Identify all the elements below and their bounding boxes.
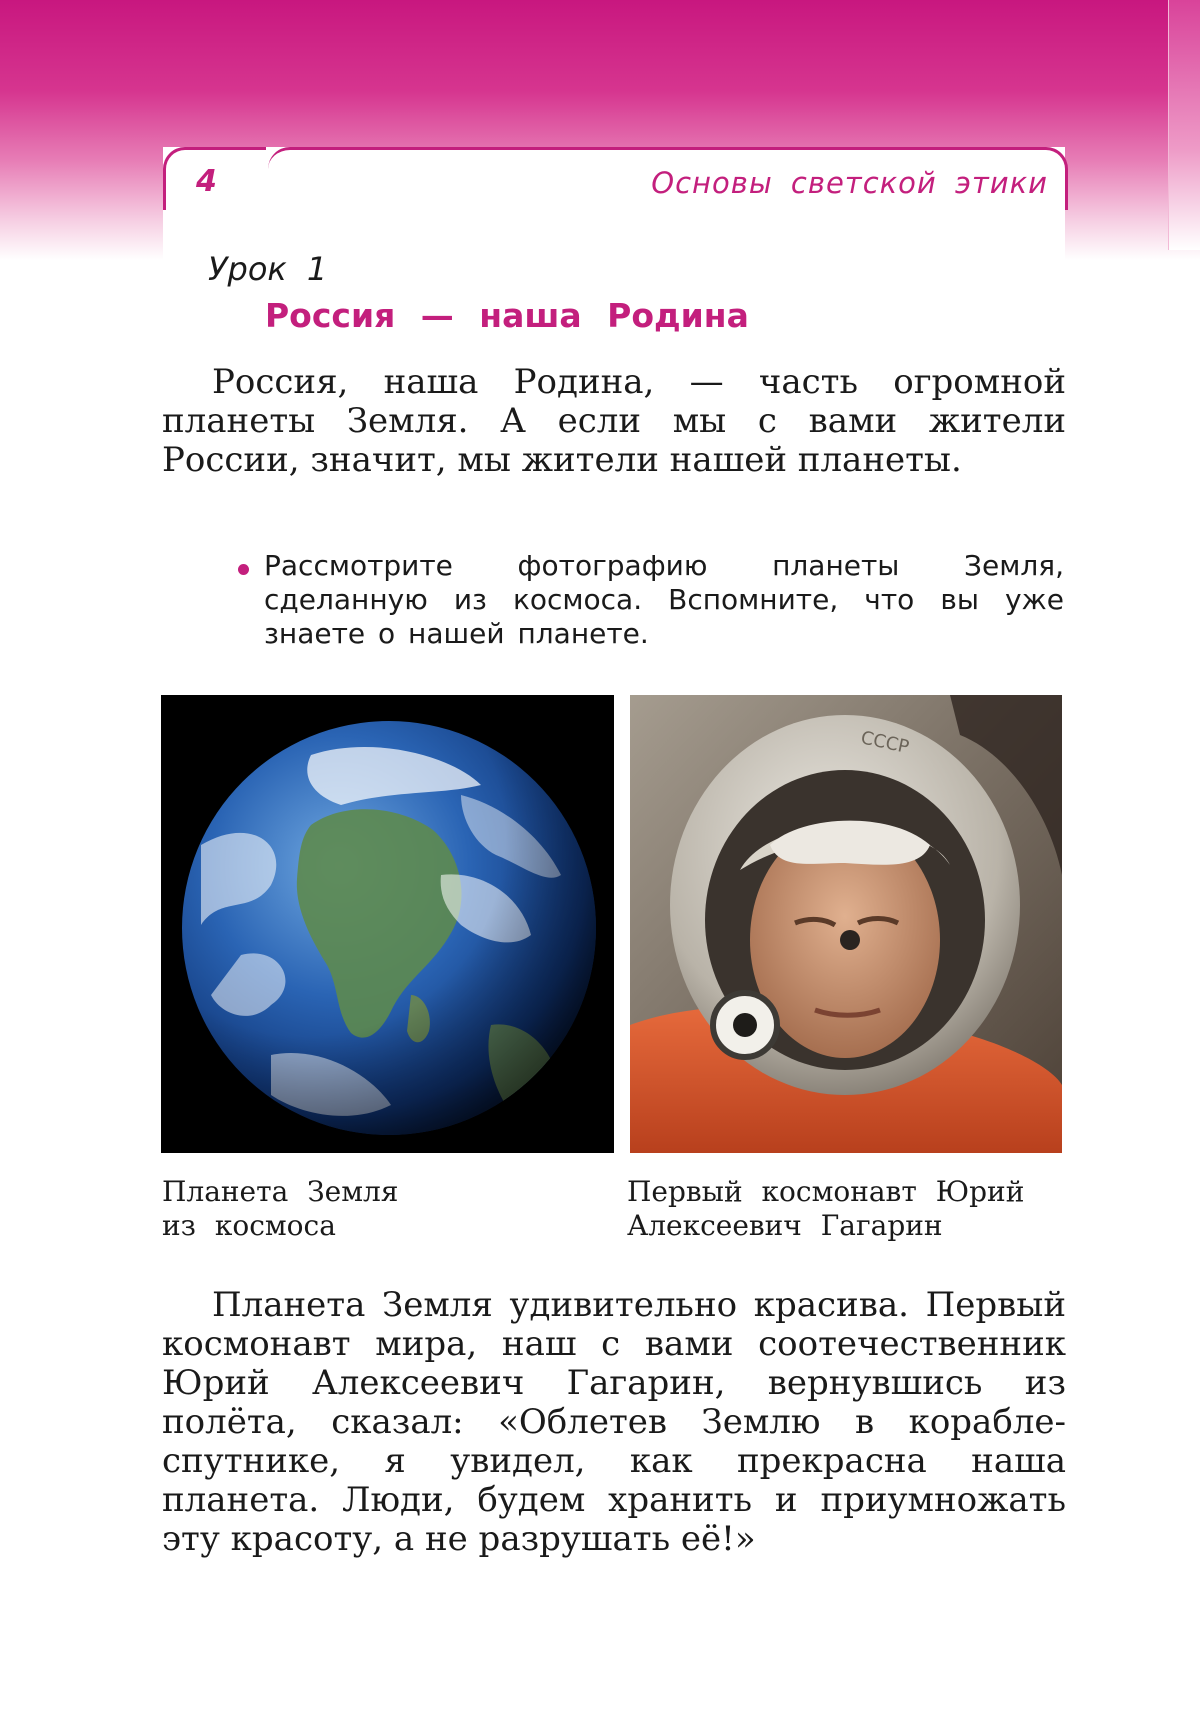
lesson-title: Россия — наша Родина [265,296,749,335]
gagarin-caption-line2: Алексеевич Гагарин [627,1209,943,1242]
task-bullet [238,549,1064,651]
gagarin-caption [627,1175,1067,1243]
intro-paragraph: Россия, наша Родина, — часть огромной планеты Земля. А если мы с вами жители России, значит, мы жители нашей планеты. [162,362,1066,480]
page-number: 4 [196,164,217,199]
gagarin-caption-line1: Первый космонавт Юрий [627,1175,1025,1208]
lesson-label: Урок 1 [208,250,328,288]
earth-caption-line1: Планета Земля [162,1175,399,1208]
earth-caption [162,1175,582,1243]
earth-caption-line2: из космоса [162,1209,336,1242]
helmet-lettering: СССР [858,727,911,758]
bullet-icon [238,564,249,575]
cosmonaut-portrait-icon [630,695,1062,1153]
earth-photo [161,695,614,1153]
gagarin-photo [630,695,1062,1153]
page-edge [1168,0,1200,250]
closing-paragraph: Планета Земля удивительно красива. Первый космонавт мира, наш с вами соотечественник Юрий Алексеевич Гагарин, вернувшись из полёта, сказал: «Облетев Землю в корабле-спутнике, я увидел, как прекрасна наша планета. Люди, будем хранить и приумножать эту красоту, а не разрушать её!» [162,1285,1066,1559]
running-head: Основы светской этики [651,166,1048,200]
task-text: Рассмотрите фотографию планеты Земля, сделанную из космоса. Вспомните, что вы уже знаете о нашей планете. [264,549,1064,650]
earth-globe-icon [161,695,614,1153]
